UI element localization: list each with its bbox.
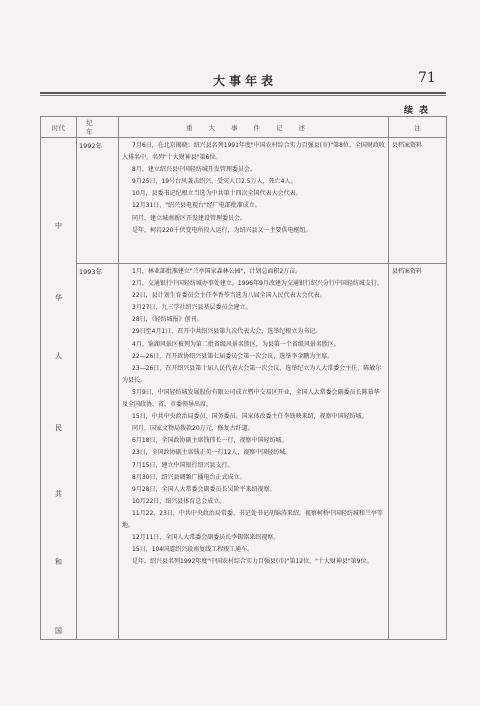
event-entry: 同月，建立城南新区开发建设管理委员会。 [132,214,247,222]
era-char: 华 [55,294,62,303]
event-entry: 1月，林业部批准建立"兰亭国家森林公园"，计划总面积2万亩。 [132,268,302,275]
event-entry: 15日，104国道绍兴段南复线工程竣工通车。 [132,546,254,554]
event-entry: 23日，全国政协副主席钱正英一行12人，视察中国轻纺城。 [132,449,292,457]
column-header-year: 纪年 [77,117,119,138]
era-char: 和 [55,558,62,567]
event-entry: 9月28日，全国人大常委会副委员长吴阶平来绍视察。 [132,485,276,493]
continued-label: 续表 [404,106,435,116]
event-entry: 6月18日，全国政协副主席钱伟长一行，视察中国轻纺城。 [132,437,288,445]
event-entry: 4月，鉴湖风景区被列为第二批省级风景名胜区，为县第一个省级风景名胜区。 [132,340,340,348]
page-number: 71 [418,70,436,86]
event-entry: 8月30日，绍兴县调频广播电台正式成立。 [132,473,246,481]
era-char: 共 [55,490,62,499]
event-entry: 28日，《轻纺城报》创刊。 [132,316,203,324]
event-entry: 10月，县委书记纪根立当选为中共第十四次全国代表大会代表。 [132,190,302,198]
column-header-note: 注 [389,117,447,138]
event-entry: 22日，县计划生育委员会主任李香苓当选为八届全国人民代表大会代表。 [132,292,326,300]
table-row [41,138,447,264]
chronology-table [40,116,447,640]
event-entry: 12月31日，"绍兴县电视台"经广电部批准成立。 [132,202,261,210]
era-char: 国 [55,626,62,635]
running-header-title: 大事年表 [212,74,277,88]
event-entry: 7月15日，建立中国银行绍兴县支行。 [132,461,234,469]
era-char: 民 [55,424,62,433]
header-rule [40,92,446,94]
event-entry: 22—26日，召开政协绍兴县第七届委员会第一次会议，选举李金鹏为主席。 [132,352,334,360]
event-entry: 29日至4月1日，召开中共绍兴县第九次代表大会，选举纪根立为书记。 [132,328,322,336]
year-cell: 1992年 [77,138,119,264]
table-header-row [41,117,447,138]
note-cell: 县档案资料 [389,138,447,264]
header-rule-thin [40,95,446,96]
era-cell [41,138,77,640]
event-entry: 8月，建立绍兴县中国轻纺城开发管理委员会。 [132,166,256,174]
year-cell: 1993年 [77,264,119,640]
note-cell: 县档案资料 [389,264,447,640]
event-entry: 7月6日，在北京揭晓：绍兴县名列1991年度"中国农村综合实力百强县(市)"第8位。全国财政收入排名中，名列"十大财神县"第6位。 [122,142,385,162]
event-entry: 是年，绍兴县名列1992年度"中国农村综合实力百强县(市)"第12位，"十大财神县"第9位。 [132,558,373,566]
event-entry: 是年，柯岩220千伏变电所投入运行，为绍兴县又一主要供电枢纽。 [132,226,312,234]
column-header-era: 时代 [41,117,77,138]
table-row [41,264,447,640]
event-entry: 5月9日，中国轻纺城发展股份有限公司成立暨中交易区开业，全国人大常委会副委员长陈慕华及全国政协、省、市委领导出席。 [122,388,380,409]
event-entry: 2月，交通银行中国轻纺城办事处建立。1996年9月改建为交通银行绍兴分行中国轻纺城支行。 [132,280,383,288]
era-char: 中 [55,222,62,230]
event-entry: 3月27日，九三学社绍兴县基层委员会建立。 [132,304,252,312]
era-char: 人 [55,352,62,361]
event-entry: 11月22、23日，中共中央政治局常委、书记处书记胡锦涛来绍，视察柯桥中国轻纺城和兰亭等地。 [122,509,383,529]
events-cell [119,138,389,264]
events-cell [119,264,389,640]
event-entry: 23—26日，召开绍兴县第十届人民代表大会第一次会议，选举纪立为人大常委会主任，陈敏尔为县长。 [122,364,382,384]
column-header-events: 重大事件记述 [119,117,389,138]
event-entry: 15日，中共中央政治局委员、国务委员、国家体改委主任李铁映来绍，视察中国轻纺城。 [132,413,368,421]
event-entry: 同月，国家文物局拨款20万元，修复古纤道。 [132,425,254,433]
event-entry: 9月25日，19号台风袭击绍兴，受灾人口2.5万人，死亡4人。 [132,178,297,186]
event-entry: 12月11日，全国人大常委会副委员长李锡铭来绍视察。 [132,534,280,542]
event-entry: 10月22日，绍兴县体育总会成立。 [132,497,226,505]
